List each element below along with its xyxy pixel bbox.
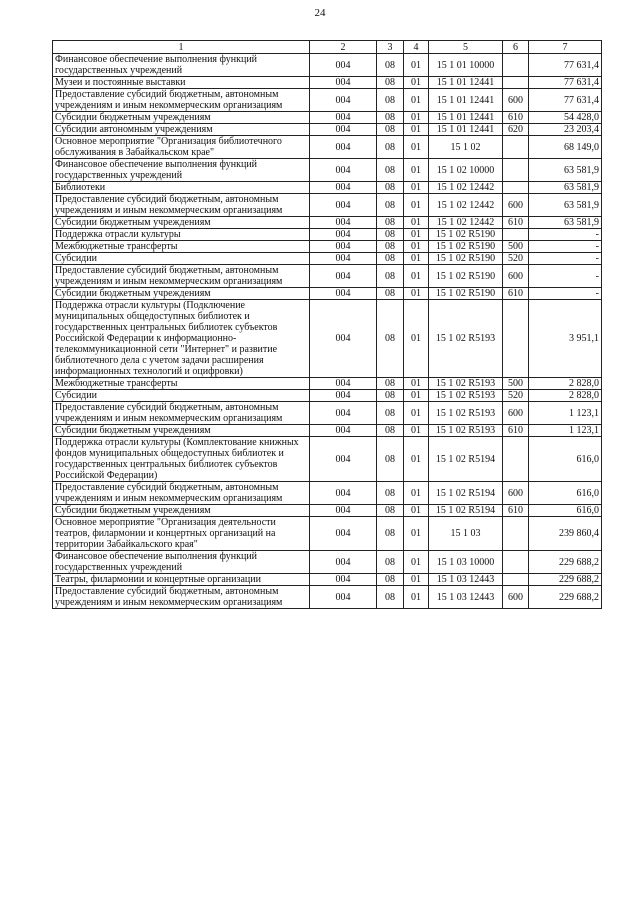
row-subsection-cell: 01 <box>404 182 429 194</box>
column-header: 3 <box>377 41 404 54</box>
table-row <box>53 586 602 609</box>
row-code-cell: 004 <box>310 574 377 586</box>
table-row <box>53 217 602 229</box>
column-header: 5 <box>429 41 503 54</box>
row-expense-type-cell: 600 <box>503 482 529 505</box>
row-name-cell: Финансовое обеспечение выполнения функций государственных учреждений <box>53 551 310 574</box>
row-code-cell: 004 <box>310 136 377 159</box>
row-subsection-cell: 01 <box>404 378 429 390</box>
row-subsection-cell: 01 <box>404 112 429 124</box>
column-header: 7 <box>529 41 602 54</box>
row-target-article-cell: 15 1 02 R5190 <box>429 229 503 241</box>
row-subsection-cell: 01 <box>404 194 429 217</box>
row-amount-cell: 616,0 <box>529 482 602 505</box>
row-target-article-cell: 15 1 02 R5193 <box>429 402 503 425</box>
row-expense-type-cell: 600 <box>503 586 529 609</box>
row-expense-type-cell <box>503 300 529 378</box>
row-code-cell: 004 <box>310 182 377 194</box>
row-amount-cell: - <box>529 241 602 253</box>
row-name-cell: Субсидии бюджетным учреждениям <box>53 217 310 229</box>
row-code-cell: 004 <box>310 229 377 241</box>
row-amount-cell: - <box>529 265 602 288</box>
row-name-cell: Субсидии бюджетным учреждениям <box>53 425 310 437</box>
row-code-cell: 004 <box>310 54 377 77</box>
row-target-article-cell: 15 1 02 R5194 <box>429 437 503 482</box>
row-code-cell: 004 <box>310 265 377 288</box>
row-code-cell: 004 <box>310 124 377 136</box>
row-expense-type-cell: 600 <box>503 89 529 112</box>
row-name-cell: Предоставление субсидий бюджетным, автономным учреждениям и иным некоммерческим организациям <box>53 402 310 425</box>
row-subsection-cell: 01 <box>404 505 429 517</box>
column-header: 4 <box>404 41 429 54</box>
row-section-cell: 08 <box>377 77 404 89</box>
row-name-cell: Финансовое обеспечение выполнения функций государственных учреждений <box>53 54 310 77</box>
row-name-cell: Субсидии бюджетным учреждениям <box>53 288 310 300</box>
row-name-cell: Финансовое обеспечение выполнения функций государственных учреждений <box>53 159 310 182</box>
row-section-cell: 08 <box>377 112 404 124</box>
row-name-cell: Субсидии бюджетным учреждениям <box>53 112 310 124</box>
row-subsection-cell: 01 <box>404 288 429 300</box>
row-subsection-cell: 01 <box>404 517 429 551</box>
row-expense-type-cell <box>503 229 529 241</box>
row-section-cell: 08 <box>377 551 404 574</box>
row-expense-type-cell: 600 <box>503 265 529 288</box>
row-subsection-cell: 01 <box>404 265 429 288</box>
row-subsection-cell: 01 <box>404 402 429 425</box>
row-expense-type-cell: 610 <box>503 217 529 229</box>
row-target-article-cell: 15 1 02 R5194 <box>429 505 503 517</box>
row-code-cell: 004 <box>310 194 377 217</box>
row-expense-type-cell <box>503 136 529 159</box>
row-section-cell: 08 <box>377 54 404 77</box>
row-code-cell: 004 <box>310 425 377 437</box>
row-subsection-cell: 01 <box>404 54 429 77</box>
row-name-cell: Межбюджетные трансферты <box>53 241 310 253</box>
row-code-cell: 004 <box>310 505 377 517</box>
row-code-cell: 004 <box>310 241 377 253</box>
row-subsection-cell: 01 <box>404 229 429 241</box>
table-row <box>53 136 602 159</box>
row-amount-cell: 2 828,0 <box>529 390 602 402</box>
row-subsection-cell: 01 <box>404 159 429 182</box>
row-expense-type-cell <box>503 517 529 551</box>
row-subsection-cell: 01 <box>404 574 429 586</box>
row-expense-type-cell <box>503 54 529 77</box>
row-expense-type-cell: 500 <box>503 241 529 253</box>
row-target-article-cell: 15 1 02 R5190 <box>429 241 503 253</box>
row-amount-cell: - <box>529 288 602 300</box>
table-row <box>53 551 602 574</box>
table-row <box>53 288 602 300</box>
row-target-article-cell: 15 1 03 12443 <box>429 574 503 586</box>
row-name-cell: Субсидии <box>53 390 310 402</box>
row-name-cell: Предоставление субсидий бюджетным, автономным учреждениям и иным некоммерческим организациям <box>53 89 310 112</box>
row-subsection-cell: 01 <box>404 390 429 402</box>
row-target-article-cell: 15 1 02 R5193 <box>429 300 503 378</box>
row-amount-cell: 239 860,4 <box>529 517 602 551</box>
row-code-cell: 004 <box>310 159 377 182</box>
row-target-article-cell: 15 1 02 10000 <box>429 159 503 182</box>
row-name-cell: Поддержка отрасли культуры <box>53 229 310 241</box>
row-code-cell: 004 <box>310 300 377 378</box>
row-name-cell: Поддержка отрасли культуры (Подключение муниципальных общедоступных библиотек и государственных центральных библиотек субъектов Российской Федерации к информационно-телекоммуникационной сети "Интернет" и развитие библиотечного дела с учетом задачи расширения информационных технологий и оцифровки) <box>53 300 310 378</box>
row-target-article-cell: 15 1 03 10000 <box>429 551 503 574</box>
row-expense-type-cell: 500 <box>503 378 529 390</box>
row-target-article-cell: 15 1 01 12441 <box>429 112 503 124</box>
row-subsection-cell: 01 <box>404 300 429 378</box>
row-expense-type-cell <box>503 437 529 482</box>
row-section-cell: 08 <box>377 505 404 517</box>
row-section-cell: 08 <box>377 482 404 505</box>
row-name-cell: Межбюджетные трансферты <box>53 378 310 390</box>
table-row <box>53 517 602 551</box>
row-target-article-cell: 15 1 02 R5193 <box>429 390 503 402</box>
row-expense-type-cell: 600 <box>503 194 529 217</box>
row-amount-cell: 77 631,4 <box>529 77 602 89</box>
row-section-cell: 08 <box>377 300 404 378</box>
row-subsection-cell: 01 <box>404 425 429 437</box>
row-target-article-cell: 15 1 03 12443 <box>429 586 503 609</box>
row-code-cell: 004 <box>310 551 377 574</box>
row-amount-cell: 616,0 <box>529 505 602 517</box>
row-name-cell: Предоставление субсидий бюджетным, автономным учреждениям и иным некоммерческим организациям <box>53 194 310 217</box>
row-section-cell: 08 <box>377 124 404 136</box>
table-row <box>53 402 602 425</box>
row-section-cell: 08 <box>377 89 404 112</box>
row-target-article-cell: 15 1 02 R5190 <box>429 253 503 265</box>
table-row <box>53 425 602 437</box>
row-expense-type-cell <box>503 159 529 182</box>
row-expense-type-cell <box>503 77 529 89</box>
row-name-cell: Поддержка отрасли культуры (Комплектование книжных фондов муниципальных общедоступных библиотек и государственных центральных библиотек субъектов Российской Федерации) <box>53 437 310 482</box>
row-amount-cell: 3 951,1 <box>529 300 602 378</box>
row-target-article-cell: 15 1 03 <box>429 517 503 551</box>
row-code-cell: 004 <box>310 217 377 229</box>
row-subsection-cell: 01 <box>404 124 429 136</box>
row-expense-type-cell: 600 <box>503 402 529 425</box>
row-name-cell: Предоставление субсидий бюджетным, автономным учреждениям и иным некоммерческим организациям <box>53 265 310 288</box>
row-section-cell: 08 <box>377 288 404 300</box>
row-code-cell: 004 <box>310 482 377 505</box>
row-section-cell: 08 <box>377 265 404 288</box>
row-expense-type-cell <box>503 551 529 574</box>
row-name-cell: Субсидии бюджетным учреждениям <box>53 505 310 517</box>
table-row <box>53 265 602 288</box>
row-target-article-cell: 15 1 02 12442 <box>429 182 503 194</box>
row-amount-cell: 23 203,4 <box>529 124 602 136</box>
column-header: 2 <box>310 41 377 54</box>
row-code-cell: 004 <box>310 586 377 609</box>
row-name-cell: Субсидии автономным учреждениям <box>53 124 310 136</box>
row-amount-cell: - <box>529 253 602 265</box>
row-amount-cell: 54 428,0 <box>529 112 602 124</box>
row-section-cell: 08 <box>377 517 404 551</box>
table-row <box>53 159 602 182</box>
row-target-article-cell: 15 1 01 12441 <box>429 89 503 112</box>
row-section-cell: 08 <box>377 574 404 586</box>
row-expense-type-cell <box>503 574 529 586</box>
row-section-cell: 08 <box>377 390 404 402</box>
table-row <box>53 300 602 378</box>
table-row <box>53 182 602 194</box>
row-amount-cell: - <box>529 229 602 241</box>
row-amount-cell: 229 688,2 <box>529 574 602 586</box>
row-code-cell: 004 <box>310 253 377 265</box>
row-target-article-cell: 15 1 01 10000 <box>429 54 503 77</box>
row-target-article-cell: 15 1 02 R5190 <box>429 265 503 288</box>
row-subsection-cell: 01 <box>404 89 429 112</box>
row-name-cell: Предоставление субсидий бюджетным, автономным учреждениям и иным некоммерческим организациям <box>53 482 310 505</box>
row-amount-cell: 77 631,4 <box>529 89 602 112</box>
row-target-article-cell: 15 1 01 12441 <box>429 124 503 136</box>
row-code-cell: 004 <box>310 390 377 402</box>
row-amount-cell: 68 149,0 <box>529 136 602 159</box>
row-code-cell: 004 <box>310 288 377 300</box>
row-expense-type-cell: 520 <box>503 253 529 265</box>
row-amount-cell: 63 581,9 <box>529 159 602 182</box>
row-section-cell: 08 <box>377 159 404 182</box>
column-header: 6 <box>503 41 529 54</box>
row-target-article-cell: 15 1 02 R5190 <box>429 288 503 300</box>
table-row <box>53 124 602 136</box>
row-subsection-cell: 01 <box>404 241 429 253</box>
row-target-article-cell: 15 1 02 12442 <box>429 217 503 229</box>
row-amount-cell: 1 123,1 <box>529 402 602 425</box>
page-number: 24 <box>314 7 326 19</box>
row-name-cell: Музеи и постоянные выставки <box>53 77 310 89</box>
row-subsection-cell: 01 <box>404 217 429 229</box>
row-section-cell: 08 <box>377 136 404 159</box>
row-section-cell: 08 <box>377 425 404 437</box>
table-row <box>53 253 602 265</box>
row-code-cell: 004 <box>310 437 377 482</box>
row-target-article-cell: 15 1 02 <box>429 136 503 159</box>
row-subsection-cell: 01 <box>404 586 429 609</box>
table-row <box>53 241 602 253</box>
row-name-cell: Театры, филармонии и концертные организации <box>53 574 310 586</box>
row-code-cell: 004 <box>310 378 377 390</box>
table-row <box>53 378 602 390</box>
row-expense-type-cell: 610 <box>503 288 529 300</box>
row-target-article-cell: 15 1 02 R5194 <box>429 482 503 505</box>
column-header: 1 <box>53 41 310 54</box>
row-target-article-cell: 15 1 01 12441 <box>429 77 503 89</box>
table-row <box>53 89 602 112</box>
row-amount-cell: 616,0 <box>529 437 602 482</box>
row-amount-cell: 63 581,9 <box>529 182 602 194</box>
row-section-cell: 08 <box>377 437 404 482</box>
row-code-cell: 004 <box>310 112 377 124</box>
table-row <box>53 229 602 241</box>
table-row <box>53 574 602 586</box>
row-code-cell: 004 <box>310 517 377 551</box>
header-row <box>53 41 602 54</box>
budget-table <box>52 40 602 609</box>
table-row <box>53 482 602 505</box>
row-section-cell: 08 <box>377 194 404 217</box>
row-amount-cell: 63 581,9 <box>529 194 602 217</box>
row-section-cell: 08 <box>377 229 404 241</box>
table-row <box>53 194 602 217</box>
row-expense-type-cell: 520 <box>503 390 529 402</box>
row-section-cell: 08 <box>377 586 404 609</box>
row-section-cell: 08 <box>377 402 404 425</box>
row-subsection-cell: 01 <box>404 482 429 505</box>
table-row <box>53 112 602 124</box>
row-target-article-cell: 15 1 02 12442 <box>429 194 503 217</box>
row-amount-cell: 77 631,4 <box>529 54 602 77</box>
row-amount-cell: 2 828,0 <box>529 378 602 390</box>
row-name-cell: Основное мероприятие "Организация библиотечного обслуживания в Забайкальском крае" <box>53 136 310 159</box>
row-subsection-cell: 01 <box>404 437 429 482</box>
row-subsection-cell: 01 <box>404 551 429 574</box>
row-section-cell: 08 <box>377 241 404 253</box>
row-amount-cell: 229 688,2 <box>529 551 602 574</box>
row-section-cell: 08 <box>377 217 404 229</box>
row-name-cell: Основное мероприятие "Организация деятельности театров, филармонии и концертных организаций на территории Забайкальского края" <box>53 517 310 551</box>
row-target-article-cell: 15 1 02 R5193 <box>429 378 503 390</box>
table-row <box>53 77 602 89</box>
table-row <box>53 390 602 402</box>
row-expense-type-cell: 620 <box>503 124 529 136</box>
table-row <box>53 437 602 482</box>
row-code-cell: 004 <box>310 402 377 425</box>
row-subsection-cell: 01 <box>404 77 429 89</box>
row-section-cell: 08 <box>377 378 404 390</box>
row-expense-type-cell: 610 <box>503 425 529 437</box>
row-target-article-cell: 15 1 02 R5193 <box>429 425 503 437</box>
row-subsection-cell: 01 <box>404 136 429 159</box>
row-code-cell: 004 <box>310 77 377 89</box>
row-section-cell: 08 <box>377 253 404 265</box>
row-name-cell: Библиотеки <box>53 182 310 194</box>
row-expense-type-cell: 610 <box>503 505 529 517</box>
row-expense-type-cell <box>503 182 529 194</box>
row-name-cell: Субсидии <box>53 253 310 265</box>
row-amount-cell: 1 123,1 <box>529 425 602 437</box>
row-section-cell: 08 <box>377 182 404 194</box>
row-amount-cell: 63 581,9 <box>529 217 602 229</box>
table-row <box>53 505 602 517</box>
row-name-cell: Предоставление субсидий бюджетным, автономным учреждениям и иным некоммерческим организациям <box>53 586 310 609</box>
row-subsection-cell: 01 <box>404 253 429 265</box>
row-expense-type-cell: 610 <box>503 112 529 124</box>
table-row <box>53 54 602 77</box>
row-code-cell: 004 <box>310 89 377 112</box>
row-amount-cell: 229 688,2 <box>529 586 602 609</box>
